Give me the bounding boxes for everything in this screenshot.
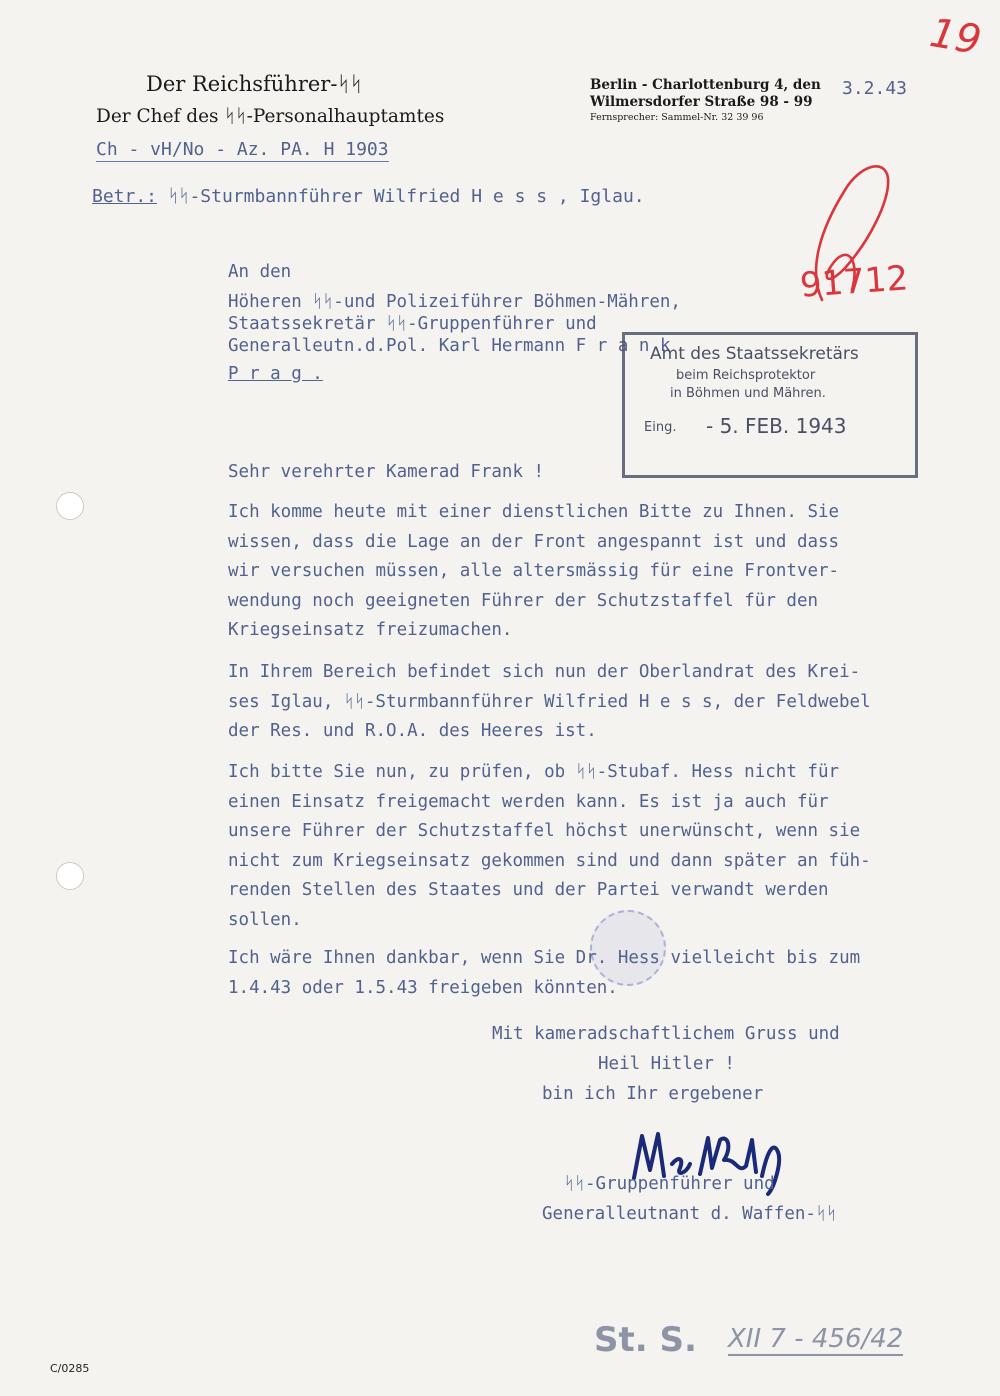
paragraph-3 xyxy=(228,758,968,935)
recipient-city: P r a g . xyxy=(228,364,323,384)
file-reference: Ch - vH/No - Az. PA. H 1903 xyxy=(96,139,389,160)
paragraph-line: wendung noch geeigneten Führer der Schutzstaffel für den xyxy=(228,590,819,611)
paragraph-line: In Ihrem Bereich befindet sich nun der Oberlandrat des Krei- xyxy=(228,662,861,682)
paragraph-line: wissen, dass die Lage an der Front angespannt ist und dass xyxy=(228,531,840,552)
letter-date: 3.2.43 xyxy=(842,78,908,99)
closing-line-2: Heil Hitler ! xyxy=(598,1054,735,1074)
paragraph-line: Ich wäre Ihnen dankbar, wenn Sie Dr. Hess vielleicht bis zum xyxy=(228,948,861,968)
subject-line xyxy=(92,186,645,207)
salutation: Sehr verehrter Kamerad Frank ! xyxy=(228,462,545,482)
paragraph-line: ses Iglau, ᛋᛋ-Sturmbannführer Wilfried H e s s, der Feldwebel xyxy=(228,691,871,712)
punch-hole-top xyxy=(56,492,84,520)
recipient-line-3: Staatssekretär ᛋᛋ-Gruppenführer und xyxy=(228,314,597,334)
recipient-line-4: Generalleutn.d.Pol. Karl Hermann F r a n k xyxy=(228,336,671,356)
punch-hole-bottom xyxy=(56,862,84,890)
red-file-number: 91712 xyxy=(798,258,910,306)
signature-rank: ᛋᛋ-Gruppenführer und xyxy=(564,1174,775,1194)
phone-line: Fernsprecher: Sammel-Nr. 32 39 96 xyxy=(590,112,764,123)
stamp-line-3: in Böhmen und Mähren. xyxy=(670,386,826,401)
paragraph-line: Ich komme heute mit einer dienstlichen Bitte zu Ihnen. Sie xyxy=(228,502,840,522)
paragraph-1 xyxy=(228,498,968,646)
stamp-received-label: Eing. xyxy=(644,420,677,435)
closing-line-1: Mit kameradschaftlichem Gruss und xyxy=(492,1024,840,1044)
paragraph-4 xyxy=(228,944,968,1003)
letterhead-title: Der Reichsführer-ᛋᛋ xyxy=(146,72,363,96)
stamp-line-1: Amt des Staatssekretärs xyxy=(650,344,859,364)
paragraph-line: Ich bitte Sie nun, zu prüfen, ob ᛋᛋ-Stubaf. Hess nicht für xyxy=(228,762,840,782)
paragraph-line: der Res. und R.O.A. des Heeres ist. xyxy=(228,721,597,741)
stamp-received-date: - 5. FEB. 1943 xyxy=(706,414,847,438)
recipient-line-1: An den xyxy=(228,262,292,282)
paragraph-2 xyxy=(228,658,968,747)
closing-line-3: bin ich Ihr ergebener xyxy=(542,1084,764,1104)
subject-text: ᛋᛋ-Sturmbannführer Wilfried H e s s , Iglau. xyxy=(157,186,645,207)
paragraph-line: einen Einsatz freigemacht werden kann. Es ist ja auch für xyxy=(228,791,829,812)
recipient-line-2: Höheren ᛋᛋ-und Polizeiführer Böhmen-Mähren, xyxy=(228,292,681,312)
archive-prefix: St. S. xyxy=(594,1320,697,1360)
subject-label: Betr.: xyxy=(92,186,158,207)
archive-code: XII 7 - 456/42 xyxy=(728,1324,904,1354)
paragraph-line: sollen. xyxy=(228,909,302,930)
page-number-handwritten: 19 xyxy=(926,9,985,65)
signature-title: Generalleutnant d. Waffen-ᛋᛋ xyxy=(542,1204,837,1224)
address-line-2: Wilmersdorfer Straße 98 - 99 xyxy=(590,94,813,110)
paragraph-line: Kriegseinsatz freizumachen. xyxy=(228,620,513,640)
letterhead-subtitle: Der Chef des ᛋᛋ-Personalhauptamtes xyxy=(96,106,445,127)
catalog-number: C/0285 xyxy=(50,1362,90,1375)
paragraph-line: nicht zum Kriegseinsatz gekommen sind und dann später an füh- xyxy=(228,850,871,871)
address-line-1: Berlin - Charlottenburg 4, den xyxy=(590,77,821,93)
paragraph-line: 1.4.43 oder 1.5.43 freigeben könnten. xyxy=(228,977,618,998)
stamp-line-2: beim Reichsprotektor xyxy=(676,368,816,383)
paragraph-line: renden Stellen des Staates und der Partei verwandt werden xyxy=(228,880,829,900)
paragraph-line: unsere Führer der Schutzstaffel höchst unerwünscht, wenn sie xyxy=(228,821,861,841)
paragraph-line: wir versuchen müssen, alle altersmässig für eine Frontver- xyxy=(228,561,840,581)
